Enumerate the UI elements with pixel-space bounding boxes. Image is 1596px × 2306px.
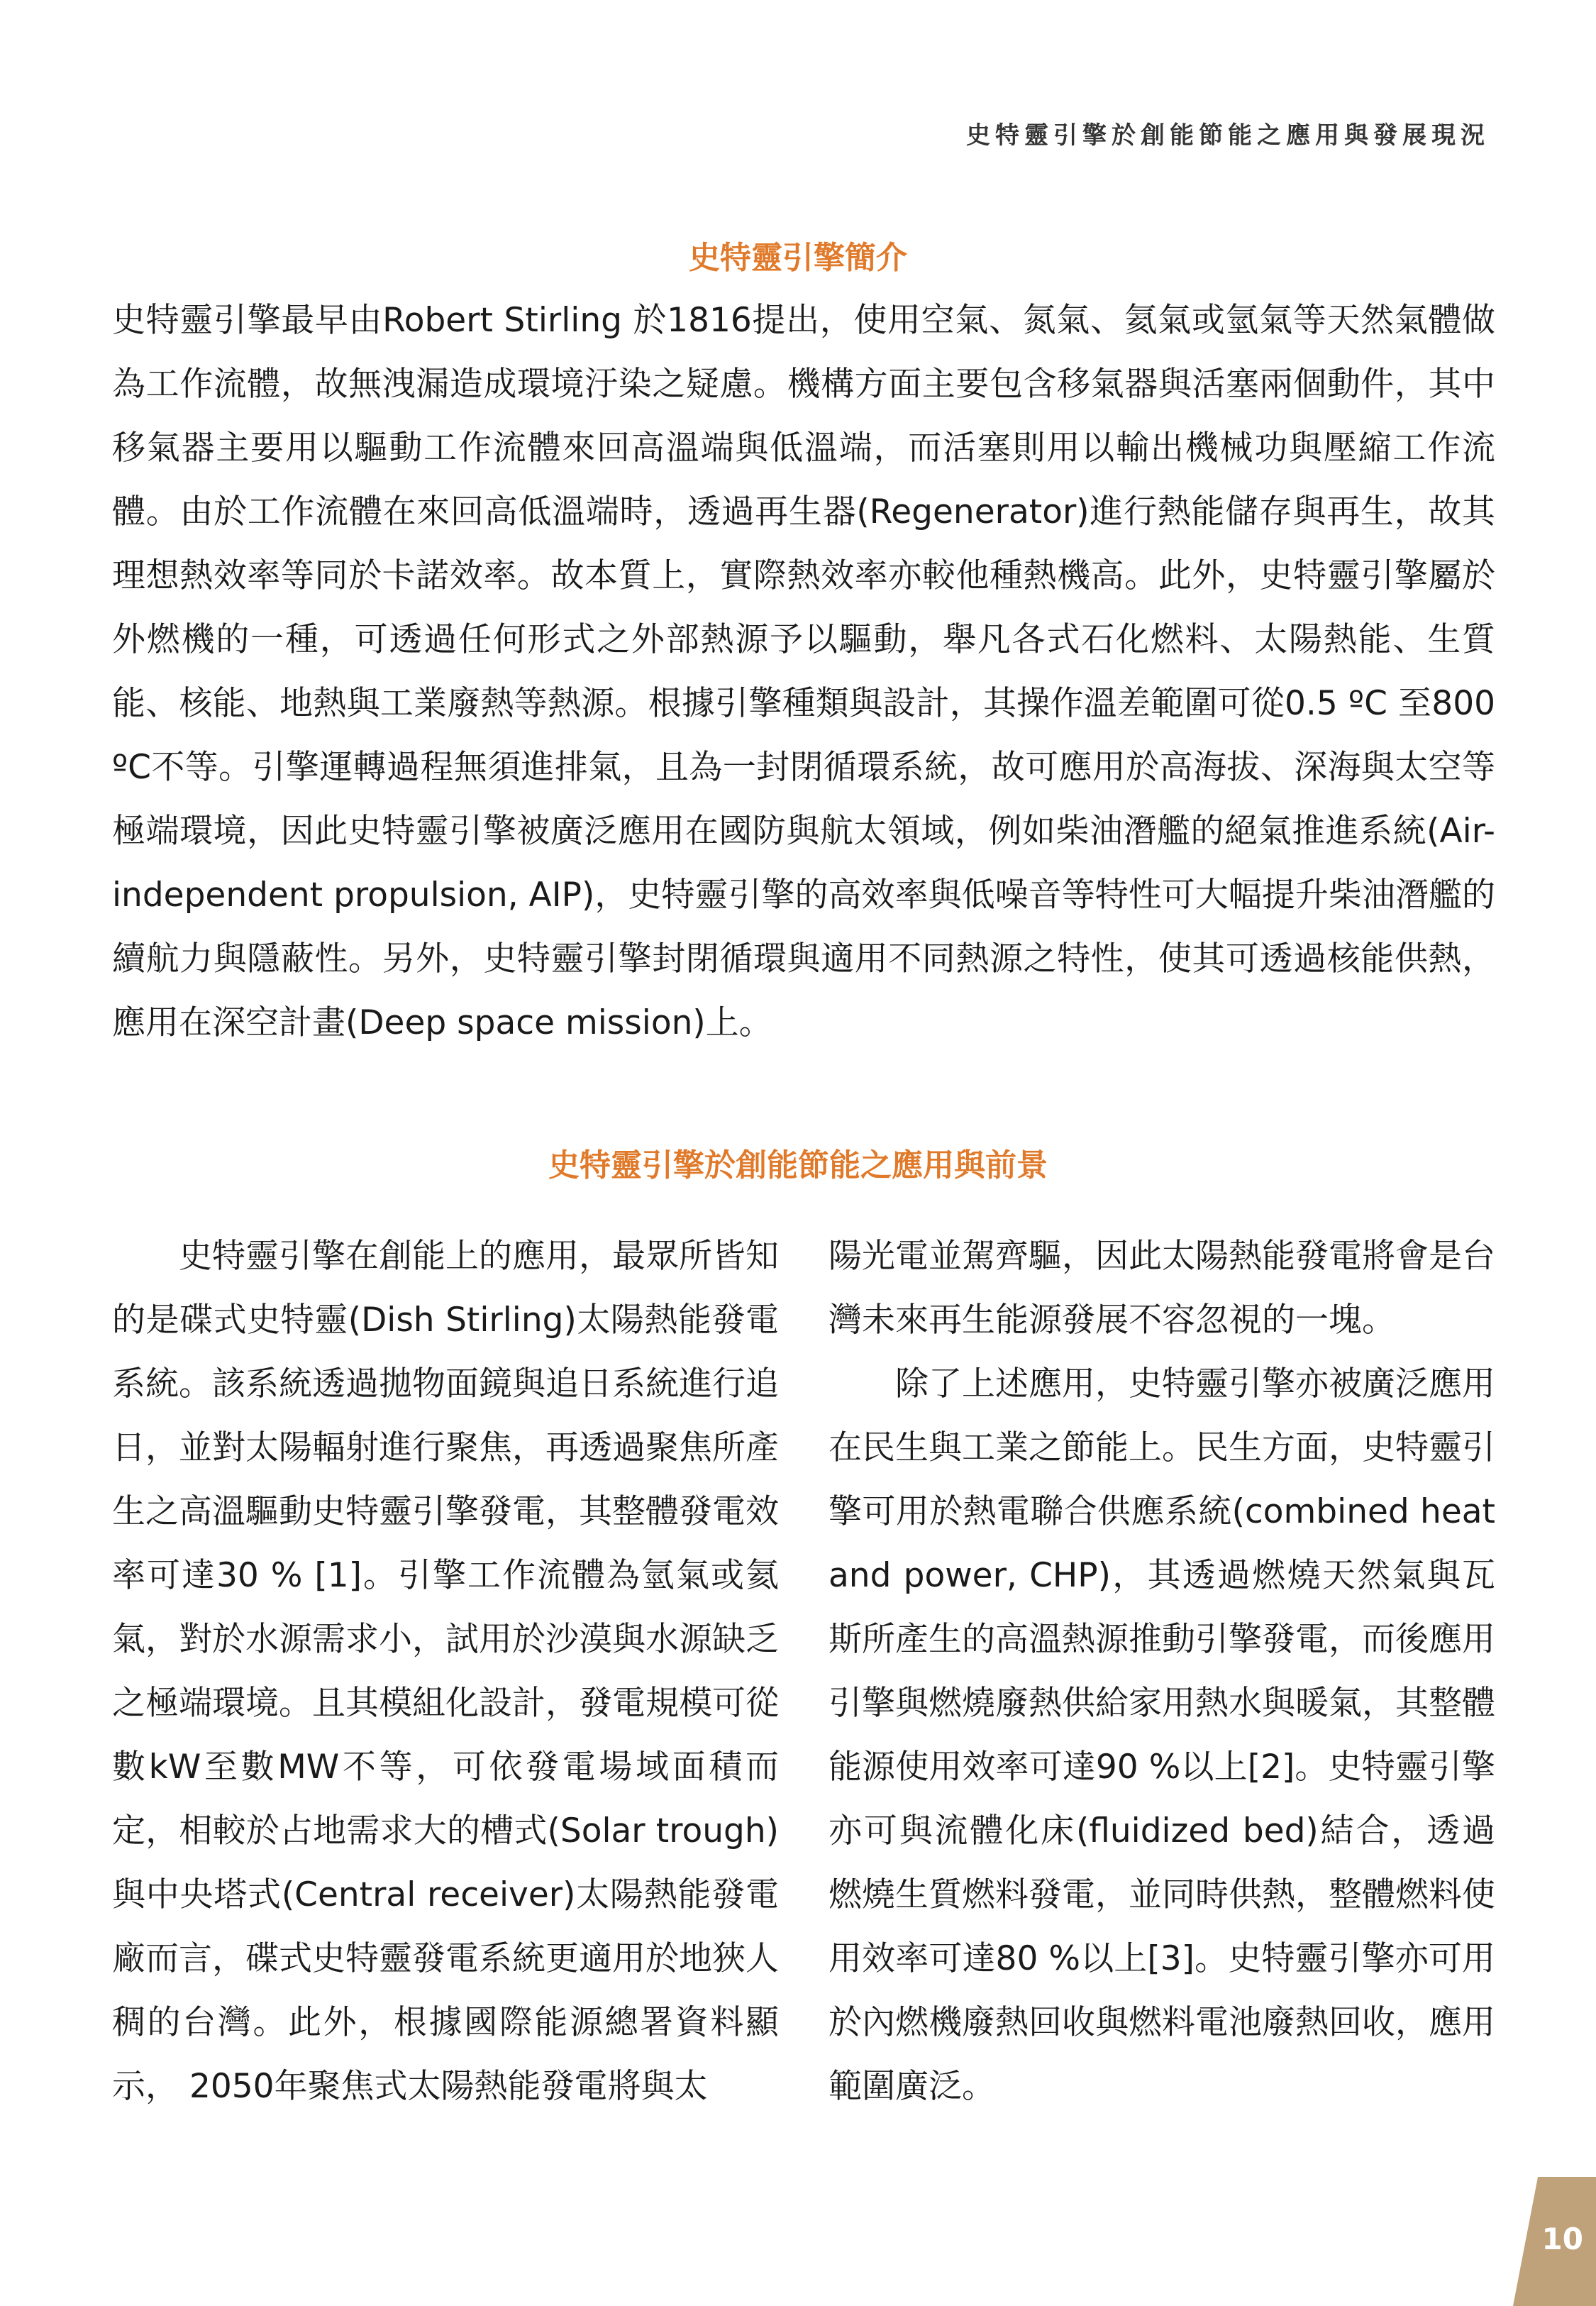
two-column-body (112, 1225, 1495, 2119)
page-number: 10 (1541, 2222, 1583, 2256)
right-column-continuation: 陽光電並駕齊驅，因此太陽熱能發電將會是台灣未來再生能源發展不容忽視的一塊。 (829, 1237, 1495, 1340)
right-column (829, 1225, 1495, 2119)
section-title-intro: 史特靈引擎簡介 (689, 240, 907, 276)
running-header: 史特靈引擎於創能節能之應用與發展現況 (966, 121, 1490, 150)
left-column (112, 1225, 779, 2119)
right-column-paragraph: 除了上述應用，史特靈引擎亦被廣泛應用在民生與工業之節能上。民生方面，史特靈引擎可用於熱電聯合供應系統(combined heat and power, CHP)，其透過燃燒天然氣與瓦斯所產生的高溫熱源推動引擎發電，而後應用引擎與燃燒廢熱供給家用熱水與暖氣，其整體能源使用效率可達90 %以上[2]。史特靈引擎亦可與流體化床(fluidized bed)結合，透過燃燒生質燃料發電，並同時供熱，整體燃料使用效率可達80 %以上[3]。史特靈引擎亦可用於內燃機廢熱回收與燃料電池廢熱回收，應用範圍廣泛。 (829, 1364, 1495, 2106)
section-title-applications: 史特靈引擎於創能節能之應用與前景 (548, 1147, 1048, 1184)
intro-paragraph: 史特靈引擎最早由Robert Stirling 於1816提出，使用空氣、氮氣、氦氣或氫氣等天然氣體做為工作流體，故無洩漏造成環境汙染之疑慮。機構方面主要包含移氣器與活塞兩個動件，其中移氣器主要用以驅動工作流體來回高溫端與低溫端，而活塞則用以輸出機械功與壓縮工作流體。由於工作流體在來回高低溫端時，透過再生器(Regenerator)進行熱能儲存與再生，故其理想熱效率等同於卡諾效率。故本質上，實際熱效率亦較他種熱機高。此外，史特靈引擎屬於外燃機的一種，可透過任何形式之外部熱源予以驅動，舉凡各式石化燃料、太陽熱能、生質能、核能、地熱與工業廢熱等熱源。根據引擎種類與設計，其操作溫差範圍可從0.5 ºC 至800 ºC不等。引擎運轉過程無須進排氣，且為一封閉循環系統，故可應用於高海拔、深海與太空等極端環境，因此史特靈引擎被廣泛應用在國防與航太領域，例如柴油潛艦的絕氣推進系統(Air-independent propulsion, AIP)，史特靈引擎的高效率與低噪音等特性可大幅提升柴油潛艦的續航力與隱蔽性。另外，史特靈引擎封閉循環與適用不同熱源之特性，使其可透過核能供熱，應用在深空計畫(Deep space mission)上。 (112, 301, 1495, 1042)
left-column-paragraph: 史特靈引擎在創能上的應用，最眾所皆知的是碟式史特靈(Dish Stirling)太陽熱能發電系統。該系統透過拋物面鏡與追日系統進行追日，並對太陽輻射進行聚焦，再透過聚焦所產生之高溫驅動史特靈引擎發電，其整體發電效率可達30 % [1]。引擎工作流體為氫氣或氦氣，對於水源需求小，試用於沙漠與水源缺乏之極端環境。且其模組化設計，發電規模可從數kW至數MW不等，可依發電場域面積而定，相較於占地需求大的槽式(Solar trough)與中央塔式(Central receiver)太陽熱能發電廠而言，碟式史特靈發電系統更適用於地狹人稠的台灣。此外，根據國際能源總署資料顯示， 2050年聚焦式太陽熱能發電將與太 (112, 1237, 779, 2106)
